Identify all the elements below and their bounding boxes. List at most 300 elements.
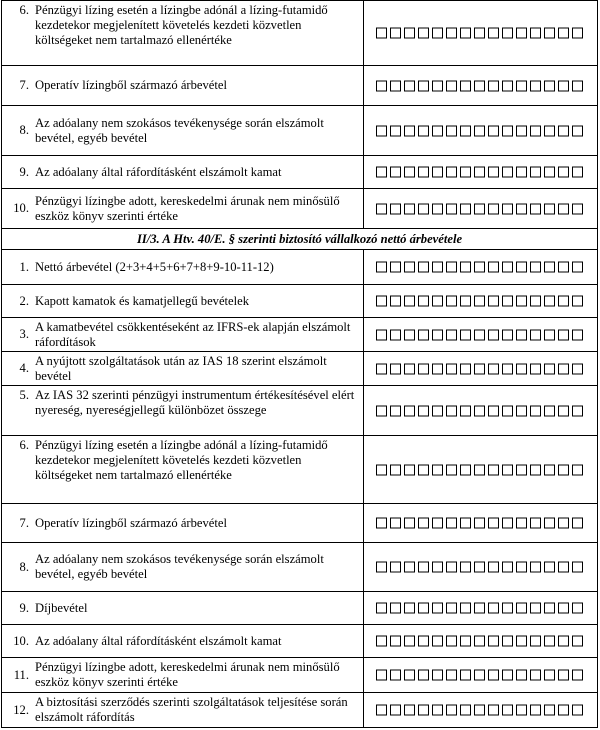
digit-box[interactable] — [572, 167, 583, 178]
digit-box[interactable] — [432, 670, 443, 681]
digit-box[interactable] — [558, 603, 569, 614]
digit-box[interactable] — [460, 262, 471, 273]
digit-box[interactable] — [488, 125, 499, 136]
digit-box[interactable] — [530, 464, 541, 475]
digit-box[interactable] — [474, 28, 485, 39]
digit-box[interactable] — [390, 603, 401, 614]
digit-box[interactable] — [572, 670, 583, 681]
digit-box[interactable] — [530, 705, 541, 716]
digit-box[interactable] — [558, 405, 569, 416]
row-label-cell — [2, 66, 364, 105]
digit-box[interactable] — [502, 405, 513, 416]
digit-box[interactable] — [446, 28, 457, 39]
digit-box[interactable] — [558, 363, 569, 374]
row-number: 2. — [19, 293, 29, 308]
digit-box[interactable] — [418, 329, 429, 340]
digit-box[interactable] — [474, 603, 485, 614]
digit-box[interactable] — [460, 405, 471, 416]
row-label-cell — [2, 543, 364, 591]
digit-box[interactable] — [558, 636, 569, 647]
digit-box[interactable] — [432, 203, 443, 214]
digit-box[interactable] — [474, 518, 485, 529]
digit-box[interactable] — [530, 28, 541, 39]
amount-input-boxes[interactable] — [376, 670, 583, 681]
digit-box[interactable] — [516, 636, 527, 647]
digit-box[interactable] — [418, 125, 429, 136]
digit-box[interactable] — [446, 464, 457, 475]
digit-box[interactable] — [404, 670, 415, 681]
digit-box[interactable] — [404, 125, 415, 136]
digit-box[interactable] — [516, 464, 527, 475]
amount-input-boxes[interactable] — [376, 363, 583, 374]
digit-box[interactable] — [432, 329, 443, 340]
row-label: Kapott kamatok és kamatjellegű bevételek — [35, 293, 250, 308]
amount-input-boxes[interactable] — [376, 603, 583, 614]
digit-box[interactable] — [474, 329, 485, 340]
amount-input-boxes[interactable] — [376, 28, 583, 39]
digit-box[interactable] — [516, 296, 527, 307]
digit-box[interactable] — [502, 464, 513, 475]
digit-box[interactable] — [488, 464, 499, 475]
digit-box[interactable] — [390, 405, 401, 416]
digit-box[interactable] — [404, 80, 415, 91]
digit-box[interactable] — [502, 670, 513, 681]
digit-box[interactable] — [404, 603, 415, 614]
digit-box[interactable] — [488, 329, 499, 340]
digit-box[interactable] — [558, 562, 569, 573]
digit-box[interactable] — [502, 518, 513, 529]
digit-box[interactable] — [418, 80, 429, 91]
digit-box[interactable] — [516, 262, 527, 273]
form-row-b7 — [1, 503, 598, 542]
form-row-b9 — [1, 591, 598, 624]
digit-box[interactable] — [544, 167, 555, 178]
digit-box[interactable] — [446, 296, 457, 307]
digit-box[interactable] — [516, 329, 527, 340]
digit-box[interactable] — [530, 203, 541, 214]
digit-box[interactable] — [488, 603, 499, 614]
amount-input-boxes[interactable] — [376, 405, 583, 416]
digit-box[interactable] — [432, 705, 443, 716]
digit-box[interactable] — [376, 125, 387, 136]
digit-box[interactable] — [474, 705, 485, 716]
digit-box[interactable] — [488, 296, 499, 307]
digit-box[interactable] — [572, 405, 583, 416]
digit-box[interactable] — [516, 705, 527, 716]
row-label: Pénzügyi lízingbe adott, kereskedelmi árunak nem minősülő eszköz könyv szerinti értéke — [35, 660, 340, 689]
row-label-cell — [2, 658, 364, 692]
digit-box[interactable] — [572, 296, 583, 307]
row-number: 1. — [19, 259, 29, 274]
digit-box[interactable] — [404, 262, 415, 273]
digit-box[interactable] — [488, 670, 499, 681]
digit-box[interactable] — [530, 405, 541, 416]
digit-box[interactable] — [432, 363, 443, 374]
digit-box[interactable] — [376, 670, 387, 681]
digit-box[interactable] — [544, 125, 555, 136]
digit-box[interactable] — [530, 363, 541, 374]
digit-box[interactable] — [404, 363, 415, 374]
digit-box[interactable] — [390, 262, 401, 273]
digit-box[interactable] — [544, 603, 555, 614]
digit-box[interactable] — [446, 562, 457, 573]
digit-box[interactable] — [502, 603, 513, 614]
digit-box[interactable] — [376, 262, 387, 273]
digit-box[interactable] — [474, 262, 485, 273]
digit-box[interactable] — [390, 363, 401, 374]
digit-box[interactable] — [376, 705, 387, 716]
digit-box[interactable] — [460, 203, 471, 214]
row-label: Az adóalany nem szokásos tevékenysége során elszámolt bevétel, egyéb bevétel — [35, 552, 324, 581]
amount-input-boxes[interactable] — [376, 636, 583, 647]
digit-box[interactable] — [404, 28, 415, 39]
digit-box[interactable] — [516, 363, 527, 374]
digit-box[interactable] — [544, 464, 555, 475]
digit-box[interactable] — [418, 464, 429, 475]
row-label: Pénzügyi lízingbe adott, kereskedelmi árunak nem minősülő eszköz könyv szerinti értéke — [35, 193, 340, 223]
digit-box[interactable] — [558, 464, 569, 475]
digit-box[interactable] — [572, 203, 583, 214]
digit-box[interactable] — [418, 670, 429, 681]
digit-box[interactable] — [390, 296, 401, 307]
digit-box[interactable] — [376, 636, 387, 647]
digit-box[interactable] — [474, 363, 485, 374]
digit-box[interactable] — [460, 603, 471, 614]
digit-box[interactable] — [376, 203, 387, 214]
digit-box[interactable] — [390, 203, 401, 214]
form-row-b8 — [1, 542, 598, 591]
digit-box[interactable] — [432, 562, 443, 573]
digit-box[interactable] — [446, 363, 457, 374]
digit-box[interactable] — [572, 518, 583, 529]
amount-input-boxes[interactable] — [376, 125, 583, 136]
digit-box[interactable] — [446, 603, 457, 614]
digit-box[interactable] — [530, 80, 541, 91]
digit-box[interactable] — [572, 80, 583, 91]
digit-box[interactable] — [530, 296, 541, 307]
digit-box[interactable] — [418, 203, 429, 214]
amount-input-boxes[interactable] — [376, 518, 583, 529]
digit-box[interactable] — [418, 518, 429, 529]
digit-box[interactable] — [502, 125, 513, 136]
digit-box[interactable] — [474, 296, 485, 307]
digit-box[interactable] — [376, 363, 387, 374]
digit-box[interactable] — [488, 262, 499, 273]
amount-input-boxes[interactable] — [376, 167, 583, 178]
digit-box[interactable] — [488, 705, 499, 716]
digit-box[interactable] — [544, 405, 555, 416]
digit-box[interactable] — [390, 329, 401, 340]
digit-box[interactable] — [390, 518, 401, 529]
digit-box[interactable] — [418, 705, 429, 716]
digit-box[interactable] — [432, 518, 443, 529]
digit-box[interactable] — [376, 329, 387, 340]
digit-box[interactable] — [432, 80, 443, 91]
digit-box[interactable] — [460, 80, 471, 91]
digit-box[interactable] — [404, 705, 415, 716]
digit-box[interactable] — [432, 405, 443, 416]
digit-box[interactable] — [572, 363, 583, 374]
digit-box[interactable] — [544, 636, 555, 647]
row-label-cell — [2, 285, 364, 317]
digit-box[interactable] — [502, 296, 513, 307]
amount-input-boxes[interactable] — [376, 262, 583, 273]
digit-box[interactable] — [516, 28, 527, 39]
digit-box[interactable] — [418, 262, 429, 273]
digit-box[interactable] — [474, 125, 485, 136]
digit-box[interactable] — [572, 636, 583, 647]
digit-box[interactable] — [418, 28, 429, 39]
digit-box[interactable] — [390, 705, 401, 716]
amount-input-boxes[interactable] — [376, 329, 583, 340]
digit-box[interactable] — [432, 262, 443, 273]
amount-input-boxes[interactable] — [376, 562, 583, 573]
digit-box[interactable] — [390, 28, 401, 39]
digit-box[interactable] — [376, 167, 387, 178]
digit-box[interactable] — [502, 363, 513, 374]
digit-box[interactable] — [516, 562, 527, 573]
form-row-b5 — [1, 385, 598, 435]
digit-box[interactable] — [474, 636, 485, 647]
digit-box[interactable] — [390, 167, 401, 178]
digit-box[interactable] — [432, 464, 443, 475]
digit-box[interactable] — [404, 167, 415, 178]
form-row-a6 — [1, 0, 598, 65]
digit-box[interactable] — [502, 28, 513, 39]
form-row-b1 — [1, 249, 598, 284]
digit-box[interactable] — [516, 405, 527, 416]
digit-box[interactable] — [390, 670, 401, 681]
row-label-cell — [2, 592, 364, 624]
amount-input-boxes[interactable] — [376, 80, 583, 91]
digit-box[interactable] — [516, 670, 527, 681]
digit-box[interactable] — [376, 405, 387, 416]
digit-box[interactable] — [530, 670, 541, 681]
digit-box[interactable] — [558, 28, 569, 39]
digit-box[interactable] — [460, 670, 471, 681]
digit-box[interactable] — [488, 80, 499, 91]
digit-box[interactable] — [404, 405, 415, 416]
amount-input-boxes[interactable] — [376, 705, 583, 716]
digit-box[interactable] — [488, 167, 499, 178]
row-label: Az adóalany által ráfordításként elszámolt kamat — [35, 164, 282, 179]
digit-box[interactable] — [404, 636, 415, 647]
digit-box[interactable] — [488, 28, 499, 39]
digit-box[interactable] — [572, 603, 583, 614]
digit-box[interactable] — [516, 80, 527, 91]
digit-box[interactable] — [558, 670, 569, 681]
digit-box[interactable] — [376, 562, 387, 573]
digit-box[interactable] — [474, 203, 485, 214]
digit-box[interactable] — [376, 603, 387, 614]
digit-box[interactable] — [530, 329, 541, 340]
digit-box[interactable] — [544, 28, 555, 39]
digit-box[interactable] — [544, 670, 555, 681]
digit-box[interactable] — [502, 80, 513, 91]
digit-box[interactable] — [544, 296, 555, 307]
digit-box[interactable] — [516, 603, 527, 614]
digit-box[interactable] — [390, 636, 401, 647]
digit-box[interactable] — [544, 329, 555, 340]
digit-box[interactable] — [558, 167, 569, 178]
digit-box[interactable] — [432, 603, 443, 614]
digit-box[interactable] — [516, 518, 527, 529]
digit-box[interactable] — [572, 464, 583, 475]
digit-box[interactable] — [558, 125, 569, 136]
digit-box[interactable] — [488, 363, 499, 374]
digit-box[interactable] — [446, 705, 457, 716]
digit-box[interactable] — [418, 405, 429, 416]
digit-box[interactable] — [376, 296, 387, 307]
digit-box[interactable] — [460, 705, 471, 716]
digit-box[interactable] — [390, 125, 401, 136]
digit-box[interactable] — [418, 603, 429, 614]
digit-box[interactable] — [558, 329, 569, 340]
form-row-a9 — [1, 155, 598, 188]
digit-box[interactable] — [516, 203, 527, 214]
digit-box[interactable] — [460, 28, 471, 39]
digit-box[interactable] — [502, 203, 513, 214]
digit-box[interactable] — [572, 329, 583, 340]
digit-box[interactable] — [446, 670, 457, 681]
digit-box[interactable] — [530, 562, 541, 573]
digit-box[interactable] — [418, 636, 429, 647]
form-row-a7 — [1, 65, 598, 105]
digit-box[interactable] — [530, 603, 541, 614]
digit-box[interactable] — [558, 705, 569, 716]
digit-box[interactable] — [558, 80, 569, 91]
amount-input-boxes[interactable] — [376, 464, 583, 475]
digit-box[interactable] — [572, 262, 583, 273]
digit-box[interactable] — [474, 562, 485, 573]
digit-box[interactable] — [572, 705, 583, 716]
digit-box[interactable] — [376, 464, 387, 475]
digit-box[interactable] — [446, 405, 457, 416]
digit-box[interactable] — [404, 464, 415, 475]
digit-box[interactable] — [418, 167, 429, 178]
digit-box[interactable] — [460, 329, 471, 340]
digit-box[interactable] — [558, 296, 569, 307]
digit-box[interactable] — [376, 518, 387, 529]
form-row-b6 — [1, 435, 598, 503]
digit-box[interactable] — [460, 167, 471, 178]
digit-box[interactable] — [460, 562, 471, 573]
digit-box[interactable] — [502, 636, 513, 647]
row-number: 11. — [13, 667, 29, 682]
digit-box[interactable] — [432, 296, 443, 307]
digit-box[interactable] — [530, 262, 541, 273]
digit-box[interactable] — [418, 562, 429, 573]
digit-box[interactable] — [418, 363, 429, 374]
digit-box[interactable] — [530, 125, 541, 136]
digit-box[interactable] — [544, 518, 555, 529]
digit-box[interactable] — [376, 28, 387, 39]
form-row-b4 — [1, 351, 598, 385]
digit-box[interactable] — [572, 125, 583, 136]
digit-box[interactable] — [572, 28, 583, 39]
digit-box[interactable] — [502, 562, 513, 573]
digit-box[interactable] — [404, 329, 415, 340]
digit-box[interactable] — [432, 636, 443, 647]
digit-box[interactable] — [446, 518, 457, 529]
digit-box[interactable] — [432, 125, 443, 136]
digit-box[interactable] — [516, 167, 527, 178]
digit-box[interactable] — [460, 363, 471, 374]
digit-box[interactable] — [404, 562, 415, 573]
digit-box[interactable] — [544, 203, 555, 214]
row-label-cell — [2, 386, 364, 435]
form-row-b10 — [1, 624, 598, 657]
digit-box[interactable] — [474, 80, 485, 91]
digit-box[interactable] — [460, 464, 471, 475]
digit-box[interactable] — [502, 262, 513, 273]
digit-box[interactable] — [446, 80, 457, 91]
digit-box[interactable] — [544, 80, 555, 91]
digit-box[interactable] — [544, 262, 555, 273]
digit-box[interactable] — [502, 167, 513, 178]
digit-box[interactable] — [376, 80, 387, 91]
digit-box[interactable] — [488, 636, 499, 647]
digit-box[interactable] — [390, 562, 401, 573]
digit-box[interactable] — [474, 167, 485, 178]
digit-box[interactable] — [446, 203, 457, 214]
amount-input-boxes[interactable] — [376, 203, 583, 214]
digit-box[interactable] — [460, 518, 471, 529]
digit-box[interactable] — [544, 562, 555, 573]
digit-box[interactable] — [446, 125, 457, 136]
digit-box[interactable] — [460, 296, 471, 307]
digit-box[interactable] — [474, 670, 485, 681]
digit-box[interactable] — [488, 518, 499, 529]
digit-box[interactable] — [558, 262, 569, 273]
digit-box[interactable] — [474, 405, 485, 416]
digit-box[interactable] — [558, 203, 569, 214]
digit-box[interactable] — [516, 125, 527, 136]
digit-box[interactable] — [544, 363, 555, 374]
digit-box[interactable] — [390, 464, 401, 475]
digit-box[interactable] — [404, 296, 415, 307]
digit-box[interactable] — [446, 262, 457, 273]
digit-box[interactable] — [460, 636, 471, 647]
digit-box[interactable] — [446, 329, 457, 340]
digit-box[interactable] — [530, 636, 541, 647]
digit-box[interactable] — [530, 518, 541, 529]
digit-box[interactable] — [390, 80, 401, 91]
digit-box[interactable] — [446, 167, 457, 178]
digit-box[interactable] — [418, 296, 429, 307]
digit-box[interactable] — [502, 705, 513, 716]
digit-box[interactable] — [488, 562, 499, 573]
digit-box[interactable] — [544, 705, 555, 716]
digit-box[interactable] — [488, 405, 499, 416]
row-label: A kamatbevétel csökkentéseként az IFRS-ek alapján elszámolt ráfordítások — [35, 319, 351, 349]
digit-box[interactable] — [474, 464, 485, 475]
digit-box[interactable] — [558, 518, 569, 529]
digit-box[interactable] — [572, 562, 583, 573]
digit-box[interactable] — [404, 518, 415, 529]
digit-box[interactable] — [460, 125, 471, 136]
digit-box[interactable] — [488, 203, 499, 214]
digit-box[interactable] — [530, 167, 541, 178]
digit-box[interactable] — [404, 203, 415, 214]
digit-box[interactable] — [502, 329, 513, 340]
row-label-cell — [2, 693, 364, 727]
digit-box[interactable] — [446, 636, 457, 647]
amount-input-boxes[interactable] — [376, 296, 583, 307]
row-label-cell — [2, 1, 364, 65]
digit-box[interactable] — [432, 167, 443, 178]
digit-box[interactable] — [432, 28, 443, 39]
